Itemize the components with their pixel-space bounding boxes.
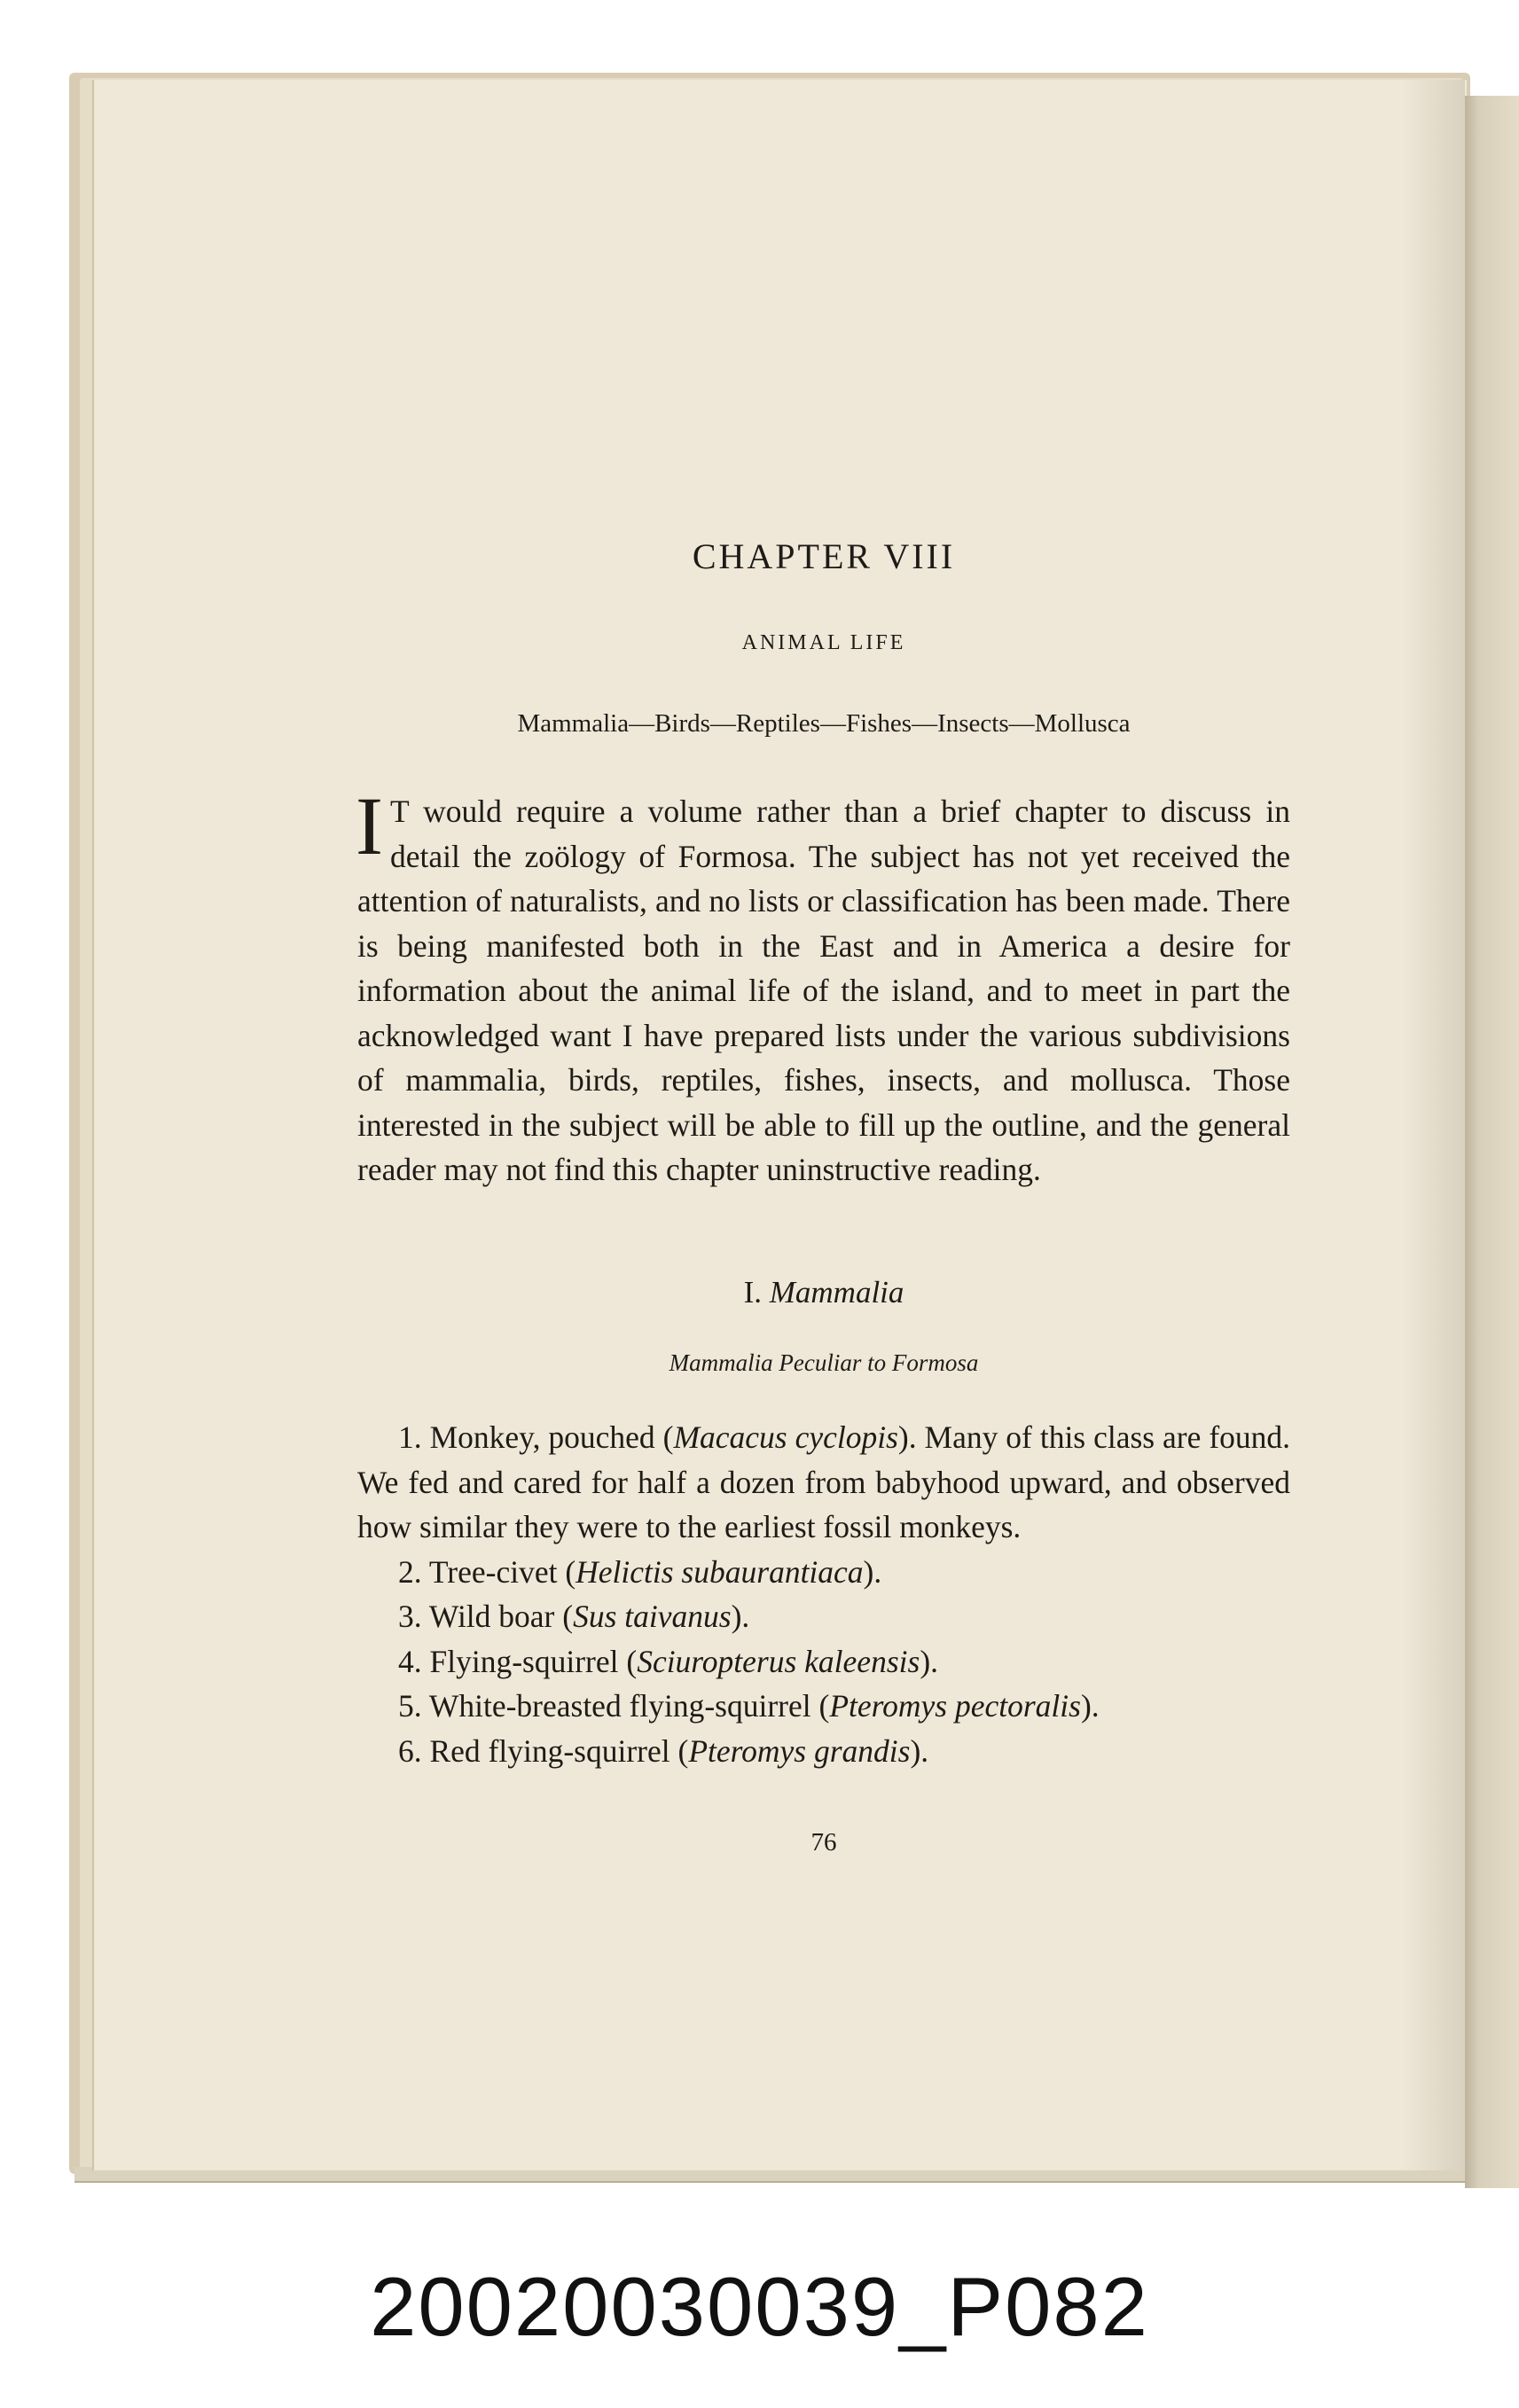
- chapter-topics: Mammalia—Birds—Reptiles—Fishes—Insects—Mollusca: [517, 709, 1131, 738]
- list-item: 6. Red flying-squirrel (Pteromys grandis).: [398, 1732, 929, 1769]
- list-item: 2. Tree-civet (Helictis subaurantiaca).: [398, 1553, 882, 1590]
- section-number: I.: [743, 1275, 762, 1310]
- list-item: 3. Wild boar (Sus taivanus).: [398, 1599, 750, 1634]
- catalog-id: 20020030039_P082: [370, 2260, 1149, 2353]
- drop-cap: I: [356, 781, 383, 872]
- chapter-title: CHAPTER VIII: [692, 536, 956, 576]
- mammal-list: [357, 1415, 1290, 1773]
- chapter-subtitle: ANIMAL LIFE: [741, 631, 906, 654]
- intro-text: T would require a volume rather than a brief chapter to discuss in detail the zoölogy of Formosa. The subject has not yet received the attention of naturalists, and no lists or classification has been made. There is being manifested both in the East and in America a desire for information about the animal life of the island, and to meet in part the acknowledged want I have prepared lists under the various subdivisions of mammalia, birds, reptiles, fishes, insects, and mollusca. Those interested in the subject will be able to fill up the outline, and the general reader may not find this chapter uninstructive reading.: [357, 794, 1290, 1187]
- page-number: 76: [810, 1828, 837, 1857]
- section-subheading: Mammalia Peculiar to Formosa: [669, 1349, 979, 1376]
- list-item: 1. Monkey, pouched (Macacus cyclopis). Many of this class are found. We fed and cared for half a dozen from babyhood upward, and observed how similar they were to the earliest fossil monkeys.: [357, 1419, 1291, 1544]
- section-title: Mammalia: [769, 1275, 904, 1310]
- facing-page-edge: [1465, 96, 1519, 2188]
- section-heading: [357, 1275, 1290, 1310]
- list-item: 4. Flying-squirrel (Sciuropterus kaleensis).: [398, 1643, 939, 1679]
- gutter-shadow: [1401, 80, 1465, 2170]
- list-item: 5. White-breasted flying-squirrel (Pteromys pectoralis).: [398, 1688, 1100, 1724]
- intro-paragraph: [356, 781, 1290, 1192]
